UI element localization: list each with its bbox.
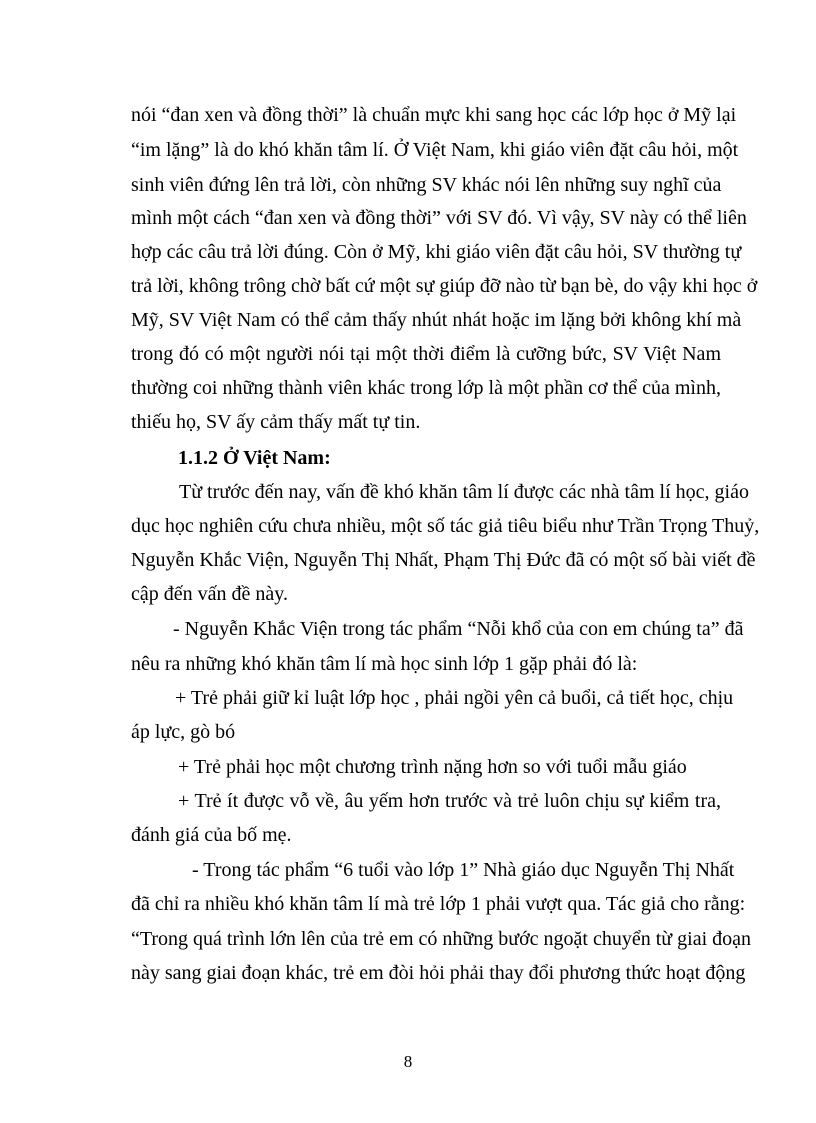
paragraph-1-line-7: Mỹ, SV Việt Nam có thể cảm thấy nhút nhát hoặc im lặng bởi không khí mà [131,309,742,331]
paragraph-3-line-1: - Nguyễn Khắc Viện trong tác phẩm “Nỗi khổ của con em chúng ta” đã [173,618,744,640]
section-heading: 1.1.2 Ở Việt Nam: [178,447,331,469]
paragraph-2-line-3: Nguyễn Khắc Viện, Nguyễn Thị Nhất, Phạm Thị Đức đã có một số bài viết đề [131,549,756,571]
paragraph-1-line-9: thường coi những thành viên khác trong lớp là một phần cơ thể của mình, [131,377,721,399]
bullet-3-line-1: + Trẻ ít được vỗ về, âu yếm hơn trước và trẻ luôn chịu sự kiểm tra, [178,790,721,812]
page-number: 8 [403,1052,413,1071]
paragraph-1-line-3: sinh viên đứng lên trả lời, còn những SV khác nói lên những suy nghĩ của [131,174,722,196]
paragraph-1-line-4: mình một cách “đan xen và đồng thời” với SV đó. Vì vậy, SV này có thể liên [131,207,747,229]
paragraph-4-line-4: này sang giai đoạn khác, trẻ em đòi hỏi phải thay đổi phương thức hoạt động [131,962,746,984]
paragraph-1-line-10: thiếu họ, SV ấy cảm thấy mất tự tin. [131,411,421,433]
bullet-3-line-2: đánh giá của bố mẹ. [131,824,292,846]
paragraph-4-line-2: đã chỉ ra nhiều khó khăn tâm lí mà trẻ lớp 1 phải vượt qua. Tác giả cho rằng: [131,893,746,915]
paragraph-2-line-4: cập đến vấn đề này. [131,583,288,605]
paragraph-2-line-2: dục học nghiên cứu chưa nhiều, một số tác giả tiêu biểu như Trần Trọng Thuỷ, [131,515,760,537]
paragraph-1-line-2: “im lặng” là do khó khăn tâm lí. Ở Việt Nam, khi giáo viên đặt câu hỏi, một [131,139,739,161]
paragraph-2-line-1: Từ trước đến nay, vấn đề khó khăn tâm lí được các nhà tâm lí học, giáo [179,481,749,503]
paragraph-1-line-5: hợp các câu trả lời đúng. Còn ở Mỹ, khi giáo viên đặt câu hỏi, SV thường tự [131,241,742,263]
paragraph-4-line-3: “Trong quá trình lớn lên của trẻ em có những bước ngoặt chuyển từ giai đoạn [131,928,752,950]
paragraph-4-line-1: - Trong tác phẩm “6 tuổi vào lớp 1” Nhà giáo dục Nguyễn Thị Nhất [192,859,735,881]
bullet-2: + Trẻ phải học một chương trình nặng hơn so với tuổi mẫu giáo [178,756,687,778]
paragraph-1-line-1: nói “đan xen và đồng thời” là chuẩn mực khi sang học các lớp học ở Mỹ lại [131,104,737,126]
paragraph-1-line-6: trả lời, không trông chờ bất cứ một sự giúp đỡ nào từ bạn bè, do vậy khi học ở [131,275,758,297]
paragraph-1-line-8: trong đó có một người nói tại một thời điểm là cưỡng bức, SV Việt Nam [131,343,721,365]
bullet-1-line-2: áp lực, gò bó [131,721,236,743]
paragraph-3-line-2: nêu ra những khó khăn tâm lí mà học sinh lớp 1 gặp phải đó là: [131,653,638,675]
bullet-1-line-1: + Trẻ phải giữ kỉ luật lớp học , phải ngồi yên cả buổi, cả tiết học, chịu [175,687,734,709]
